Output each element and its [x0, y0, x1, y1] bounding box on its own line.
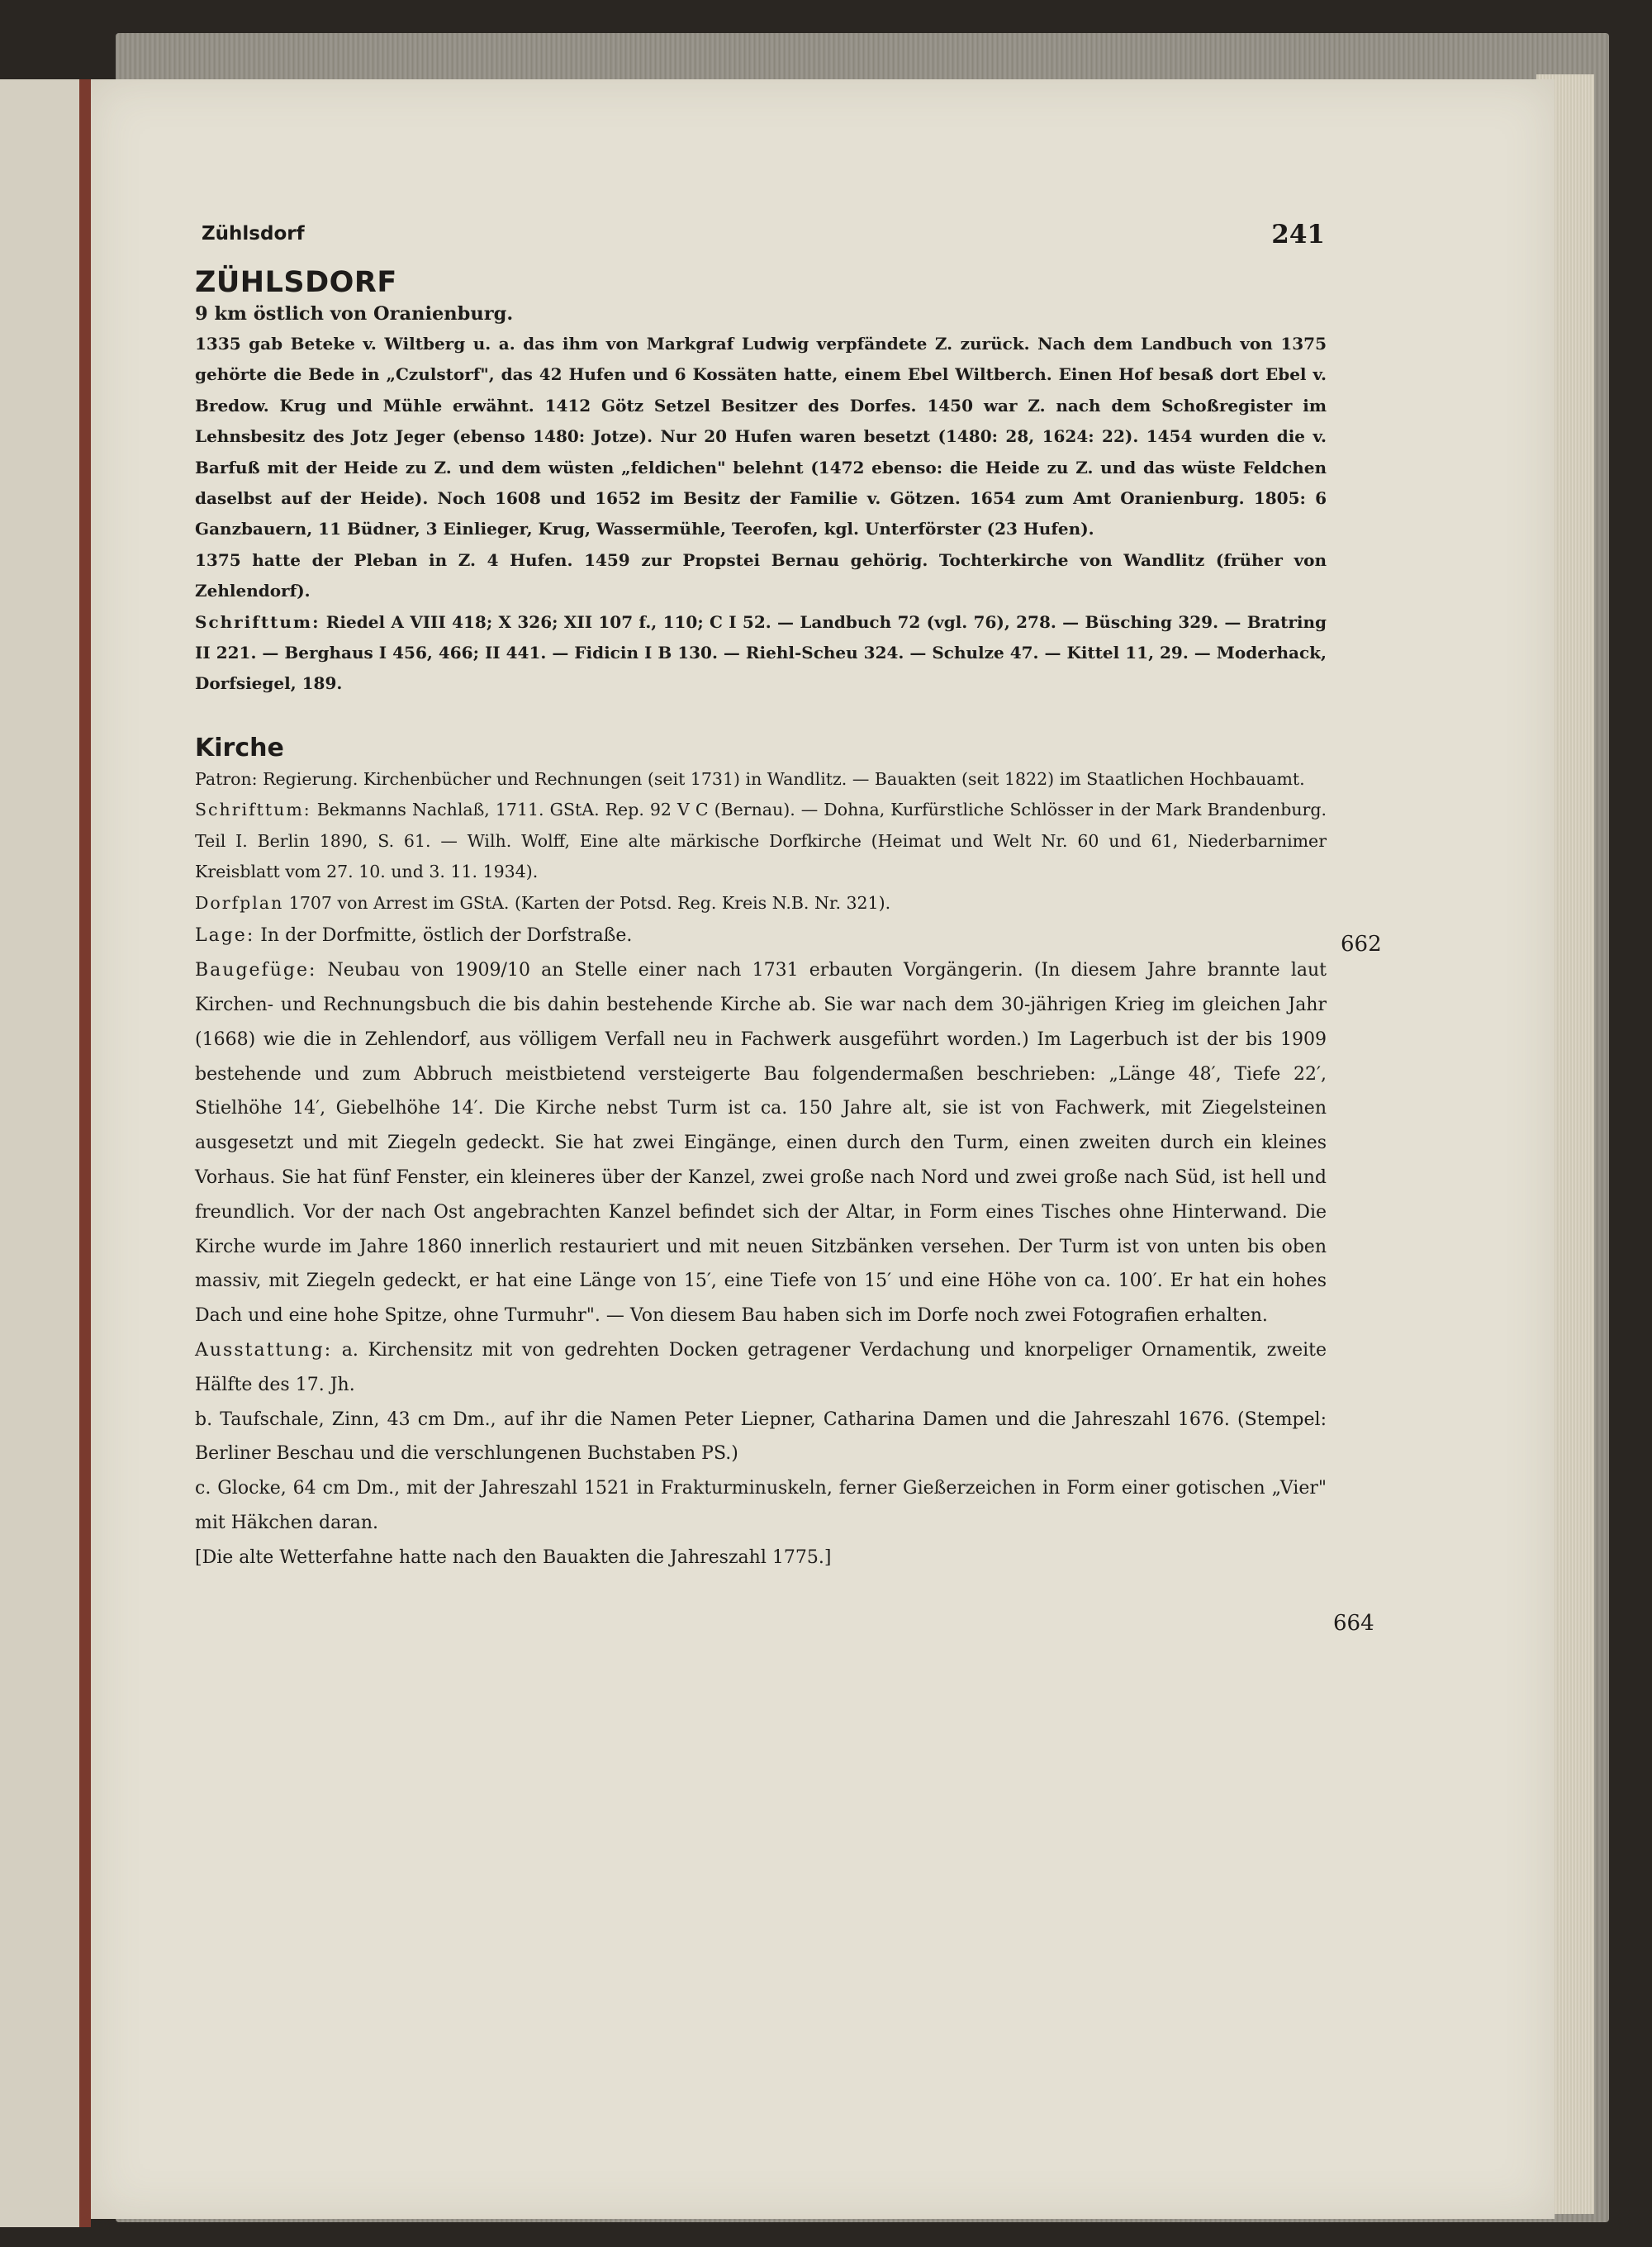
lage-label: Lage: — [195, 925, 255, 947]
literature-text: Riedel A VIII 418; X 326; XII 107 f., 110; C I 52. — Landbuch 72 (vgl. 76), 278. — Büsching 329. — Bratring II 221. — Berghaus I 456, 466; II 441. — Fidicin I B 130. — Riehl-Scheu 324. — Schulze 47. — Kittel 11, 29. — Moderhack, Dorfsiegel, 189. — [195, 611, 1327, 694]
lage-entry — [195, 919, 1327, 953]
church-section — [195, 764, 1327, 1575]
page-text — [195, 266, 1327, 1575]
church-literature-text: Bekmanns Nachlaß, 1711. GStA. Rep. 92 V C (Bernau). — Dohna, Kurfürstliche Schlösser in der Mark Brandenburg. Teil I. Berlin 1890, S. 61. — Wilh. Wolff, Eine alte märkische Dorfkirche (Heimat und Welt Nr. 60 und 61, Niederbarnimer Kreisblatt vom 27. 10. und 3. 11. 1934). — [195, 800, 1327, 882]
history-literature — [195, 607, 1327, 700]
wetterfahne-note: [Die alte Wetterfahne hatte nach den Bauakten die Jahreszahl 1775.] — [195, 1546, 832, 1568]
left-page-edge — [0, 79, 86, 2227]
lage-text: In der Dorfmitte, östlich der Dorfstraße. — [254, 925, 633, 947]
church-history-paragraph: 1375 hatte der Pleban in Z. 4 Hufen. 1459 zur Propstei Bernau gehörig. Tochterkirche von Wandlitz (früher von Zehlendorf). — [195, 549, 1327, 601]
church-literature-entry — [195, 795, 1327, 888]
history-paragraph: 1335 gab Beteke v. Wiltberg u. a. das ihm von Markgraf Ludwig verpfändete Z. zurück. Nach dem Landbuch von 1375 gehörte die Bede in „Czulstorf", das 42 Hufen und 6 Kossäten hatte, einem Ebel Wiltberch. Einen Hof besaß dort Ebel v. Bredow. Krug und Mühle erwähnt. 1412 Götz Setzel Besitzer des Dorfes. 1450 war Z. nach dem Schoßregister im Lehnsbesitz des Jotz Jeger (ebenso 1480: Jotze). Nur 20 Hufen waren besetzt (1480: 28, 1624: 22). 1454 wurden die v. Barfuß mit der Heide zu Z. und dem wüsten „feldichen" belehnt (1472 ebenso: die Heide zu Z. und das wüste Feldchen daselbst auf der Heide). Noch 1608 und 1652 im Besitz der Familie v. Götzen. 1654 zum Amt Oranienburg. 1805: 6 Ganzbauern, 11 Büdner, 3 Einlieger, Krug, Wassermühle, Teerofen, kgl. Unterförster (23 Hufen). — [195, 334, 1327, 539]
church-literature-label: Schrifttum: — [195, 800, 311, 820]
glocke-entry: c. Glocke, 64 cm Dm., mit der Jahreszahl 1521 in Frakturminuskeln, ferner Gießerzeichen in Form einer gotischen „Vier" mit Häkchen daran. — [195, 1478, 1327, 1533]
dorfplan-text: 1707 von Arrest im GStA. (Karten der Potsd. Reg. Kreis N.B. Nr. 321). — [283, 892, 891, 913]
page-number: 241 — [1271, 220, 1325, 249]
binding-strip — [79, 79, 91, 2227]
taufschale-entry: b. Taufschale, Zinn, 43 cm Dm., auf ihr die Namen Peter Liepner, Catharina Damen und die Jahreszahl 1676. (Stempel: Berliner Beschau und die verschlungenen Buchstaben PS.) — [195, 1409, 1327, 1465]
dorfplan-label: Dorfplan — [195, 892, 284, 913]
ausstattung-text: a. Kirchensitz mit von gedrehten Docken getragener Verdachung und knorpeliger Ornamentik, zweite Hälfte des 17. Jh. — [195, 1339, 1327, 1395]
patron-entry — [195, 764, 1327, 796]
dorfplan-entry — [195, 888, 1327, 919]
literature-label: Schrifttum: — [195, 611, 320, 632]
baugefuege-text: Neubau von 1909/10 an Stelle einer nach 1731 erbauten Vorgängerin. (In diesem Jahre brannte laut Kirchen- und Rechnungsbuch die bis dahin bestehende Kirche ab. Sie war nach dem 30-jährigen Krieg im gleichen Jahr (1668) wie die in Zehlendorf, aus völligem Verfall neu in Fachwerk ausgeführt worden.) Im Lagerbuch ist der bis 1909 bestehende und zum Abbruch meistbietend versteigerte Bau folgendermaßen beschrieben: „Länge 48′, Tiefe 22′, Stielhöhe 14′, Giebelhöhe 14′. Die Kirche nebst Turm ist ca. 150 Jahre alt, sie ist von Fachwerk, mit Ziegelsteinen ausgesetzt und mit Ziegeln gedeckt. Sie hat zwei Eingänge, einen durch den Turm, einen zweiten durch ein kleines Vorhaus. Sie hat fünf Fenster, ein kleineres über der Kanzel, zwei große nach Nord und zwei große nach Süd, ist hell und freundlich. Vor der nach Ost angebrachten Kanzel befindet sich der Altar, in Form eines Tisches ohne Hinterwand. Die Kirche wurde im Jahre 1860 innerlich restauriert und mit neuen Sitzbänken versehen. Der Turm ist von unten bis oben massiv, mit Ziegeln gedeckt, er hat eine Länge von 15′, eine Tiefe von 15′ und eine Höhe von ca. 100′. Er hat ein hohes Dach und eine hohe Spitze, ohne Turmuhr". — Von diesem Bau haben sich im Dorfe noch zwei Fotografien erhalten. — [195, 960, 1327, 1327]
margin-note-664: 664 — [1333, 1611, 1374, 1636]
history-section — [195, 329, 1327, 700]
baugefuege-entry — [195, 953, 1327, 1333]
place-distance: 9 km östlich von Oranienburg. — [195, 303, 514, 325]
running-head — [202, 220, 1325, 256]
running-head-title: Zühlsdorf — [202, 223, 305, 245]
patron-label: Patron: — [195, 768, 258, 789]
margin-note-662: 662 — [1341, 932, 1382, 957]
ausstattung-entry — [195, 1333, 1327, 1403]
ausstattung-label: Ausstattung: — [195, 1339, 333, 1361]
church-section-title: Kirche — [195, 733, 284, 762]
patron-text: Regierung. Kirchenbücher und Rechnungen (seit 1731) in Wandlitz. — Bauakten (seit 1822) im Staatlichen Hochbauamt. — [257, 768, 1305, 789]
place-title: ZÜHLSDORF — [195, 266, 397, 299]
baugefuege-label: Baugefüge: — [195, 960, 317, 981]
